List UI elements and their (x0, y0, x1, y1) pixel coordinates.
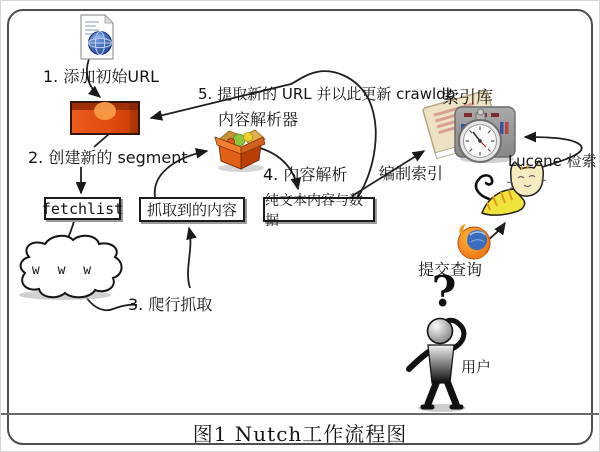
user-person-icon (409, 319, 466, 413)
open-package-icon (215, 130, 265, 172)
step1-label: 1. 添加初始URL (43, 67, 160, 86)
webpage-document-icon (81, 15, 113, 59)
user-label: 用户 (461, 358, 492, 376)
segment-database-icon (71, 102, 139, 134)
parser-label: 内容解析器 (218, 110, 299, 129)
lucene-search-label: Lucene 检索 (508, 152, 597, 170)
figure-caption: 图1 Nutch工作流程图 (192, 421, 408, 446)
build-index-label: 编制索引 (379, 164, 444, 183)
question-mark: ? (431, 267, 457, 316)
step5-label: 5. 提取新的 URL 并以此更新 crawldb (198, 85, 456, 103)
arrow-crawl-to-fetched (188, 228, 190, 288)
plain-text-box: 纯文本内容与数据 (263, 197, 375, 222)
firefox-browser-icon (458, 224, 490, 259)
www-label: w w w (31, 263, 97, 278)
caption-divider (1, 413, 599, 415)
step2-label: 2. 创建新的 segment (28, 148, 188, 167)
fetched-content-box: 抓取到的内容 (139, 197, 245, 222)
index-store-label: 索引库 (442, 88, 493, 108)
fetchlist-box: fetchlist (44, 197, 121, 220)
step4-label: 4. 内容解析 (263, 165, 348, 184)
step3-label: 3. 爬行抓取 (128, 295, 213, 314)
submit-query-label: 提交查询 (418, 260, 483, 279)
